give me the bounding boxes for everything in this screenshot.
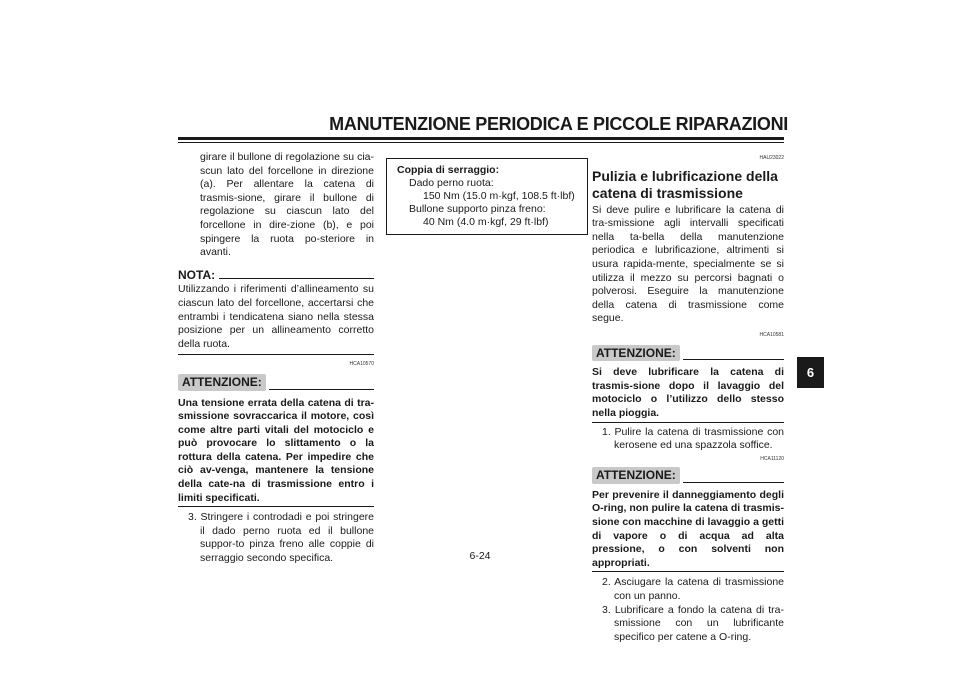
note-end-rule — [178, 354, 374, 355]
caution-heading — [178, 374, 374, 391]
caution2-heading — [592, 467, 784, 484]
caution-rule — [269, 389, 374, 390]
torque-item2-label: Bullone supporto pinza freno: — [409, 203, 546, 215]
section-text: Si deve pulire e lubrificare la catena di tra-smissione agli intervalli specificati nella ta-bella della manutenzione periodica e lubrificazione, altrimenti si usura rapida-mente, specialmente se si utilizza il mezzo su percorsi bagnati o polverosi. Eseguire la manutenzione della catena di trasmissione come segue. — [592, 203, 784, 325]
caution2-code: HCA11120 — [760, 455, 784, 462]
caution1-code: HCA10581 — [759, 331, 784, 338]
page-number: 6-24 — [469, 550, 491, 562]
note-label: NOTA: — [178, 267, 216, 282]
chapter-tab: 6 — [797, 357, 824, 388]
torque-item2-value: 40 Nm (4.0 m·kgf, 29 ft·lbf) — [423, 216, 549, 228]
section-title: Pulizia e lubrificazione della catena di trasmissione — [592, 167, 778, 201]
note-heading — [178, 269, 374, 283]
caution2-badge: ATTENZIONE: — [592, 467, 680, 484]
section-code: HAU23022 — [759, 155, 784, 161]
caution1-badge: ATTENZIONE: — [592, 345, 680, 362]
intro-paragraph: girare il bullone di regolazione su cia-scun lato del forcellone in direzione (a). Per allentare la catena di trasmis-sione, girare il bullone di regolazione su ciascun lato del forcellone in dire-zione (b), e poi spingere la ruota po-steriore in avanti. — [200, 151, 374, 259]
header-rule-thick — [178, 137, 784, 140]
step-3-right: 3. Lubrificare a fondo la catena di tra-smissione con un lubrificante specifico per catene a O-ring. — [602, 603, 784, 643]
page-header-title: MANUTENZIONE PERIODICA E PICCOLE RIPARAZIONI — [329, 114, 788, 134]
right-column — [592, 152, 784, 644]
note-rule — [219, 278, 374, 279]
caution1-rule — [683, 359, 784, 360]
step-1-right: 1. Pulire la catena di trasmissione con kerosene ed una spazzola soffice. — [602, 425, 784, 452]
caution1-heading — [592, 345, 784, 362]
torque-item1-label: Dado perno ruota: — [409, 177, 494, 189]
step-3-left: 3. Stringere i controdadi e poi stringere il dado perno ruota ed il bullone suppor-to pinza freno alle coppie di serraggio secondo specifica. — [188, 511, 374, 565]
caution-end-rule — [178, 506, 374, 507]
caution2-text: Per prevenire il danneggiamento degli O-ring, non pulire la catena di trasmis-sione con macchine di lavaggio a getti di vapore o di acqua ad alta pressione, o con solventi non appropriati. — [592, 488, 784, 569]
torque-spec-box — [386, 158, 588, 235]
step-2-right: 2. Asciugare la catena di trasmissione con un panno. — [602, 576, 784, 603]
caution2-rule — [683, 482, 784, 483]
caution-text: Una tensione errata della catena di tra-smissione sovraccarica il motore, così come altre parti vitali del motociclo e può provocare lo slittamento o la rottura della catena. Per impedire che ciò av-venga, mantenere la tensione della cate-na di trasmissione entro i limiti specificati. — [178, 396, 374, 504]
caution1-end-rule — [592, 422, 784, 423]
left-column — [178, 151, 374, 566]
caution2-end-rule — [592, 571, 784, 572]
torque-title: Coppia di serraggio: — [397, 164, 500, 176]
caution-badge: ATTENZIONE: — [178, 374, 266, 391]
header-rule-thin — [178, 142, 784, 143]
caution-code: HCA10570 — [349, 361, 374, 368]
torque-item1-value: 150 Nm (15.0 m·kgf, 108.5 ft·lbf) — [423, 190, 575, 202]
note-text: Utilizzando i riferimenti d’allineamento su ciascun lato del forcellone, accertarsi che entrambi i tendicatena siano nella stessa posizione per un allineamento corretto della ruota. — [178, 283, 374, 350]
caution1-text: Si deve lubrificare la catena di trasmis-sione dopo il lavaggio del motociclo o l’utilizzo dello stesso nella pioggia. — [592, 366, 784, 419]
